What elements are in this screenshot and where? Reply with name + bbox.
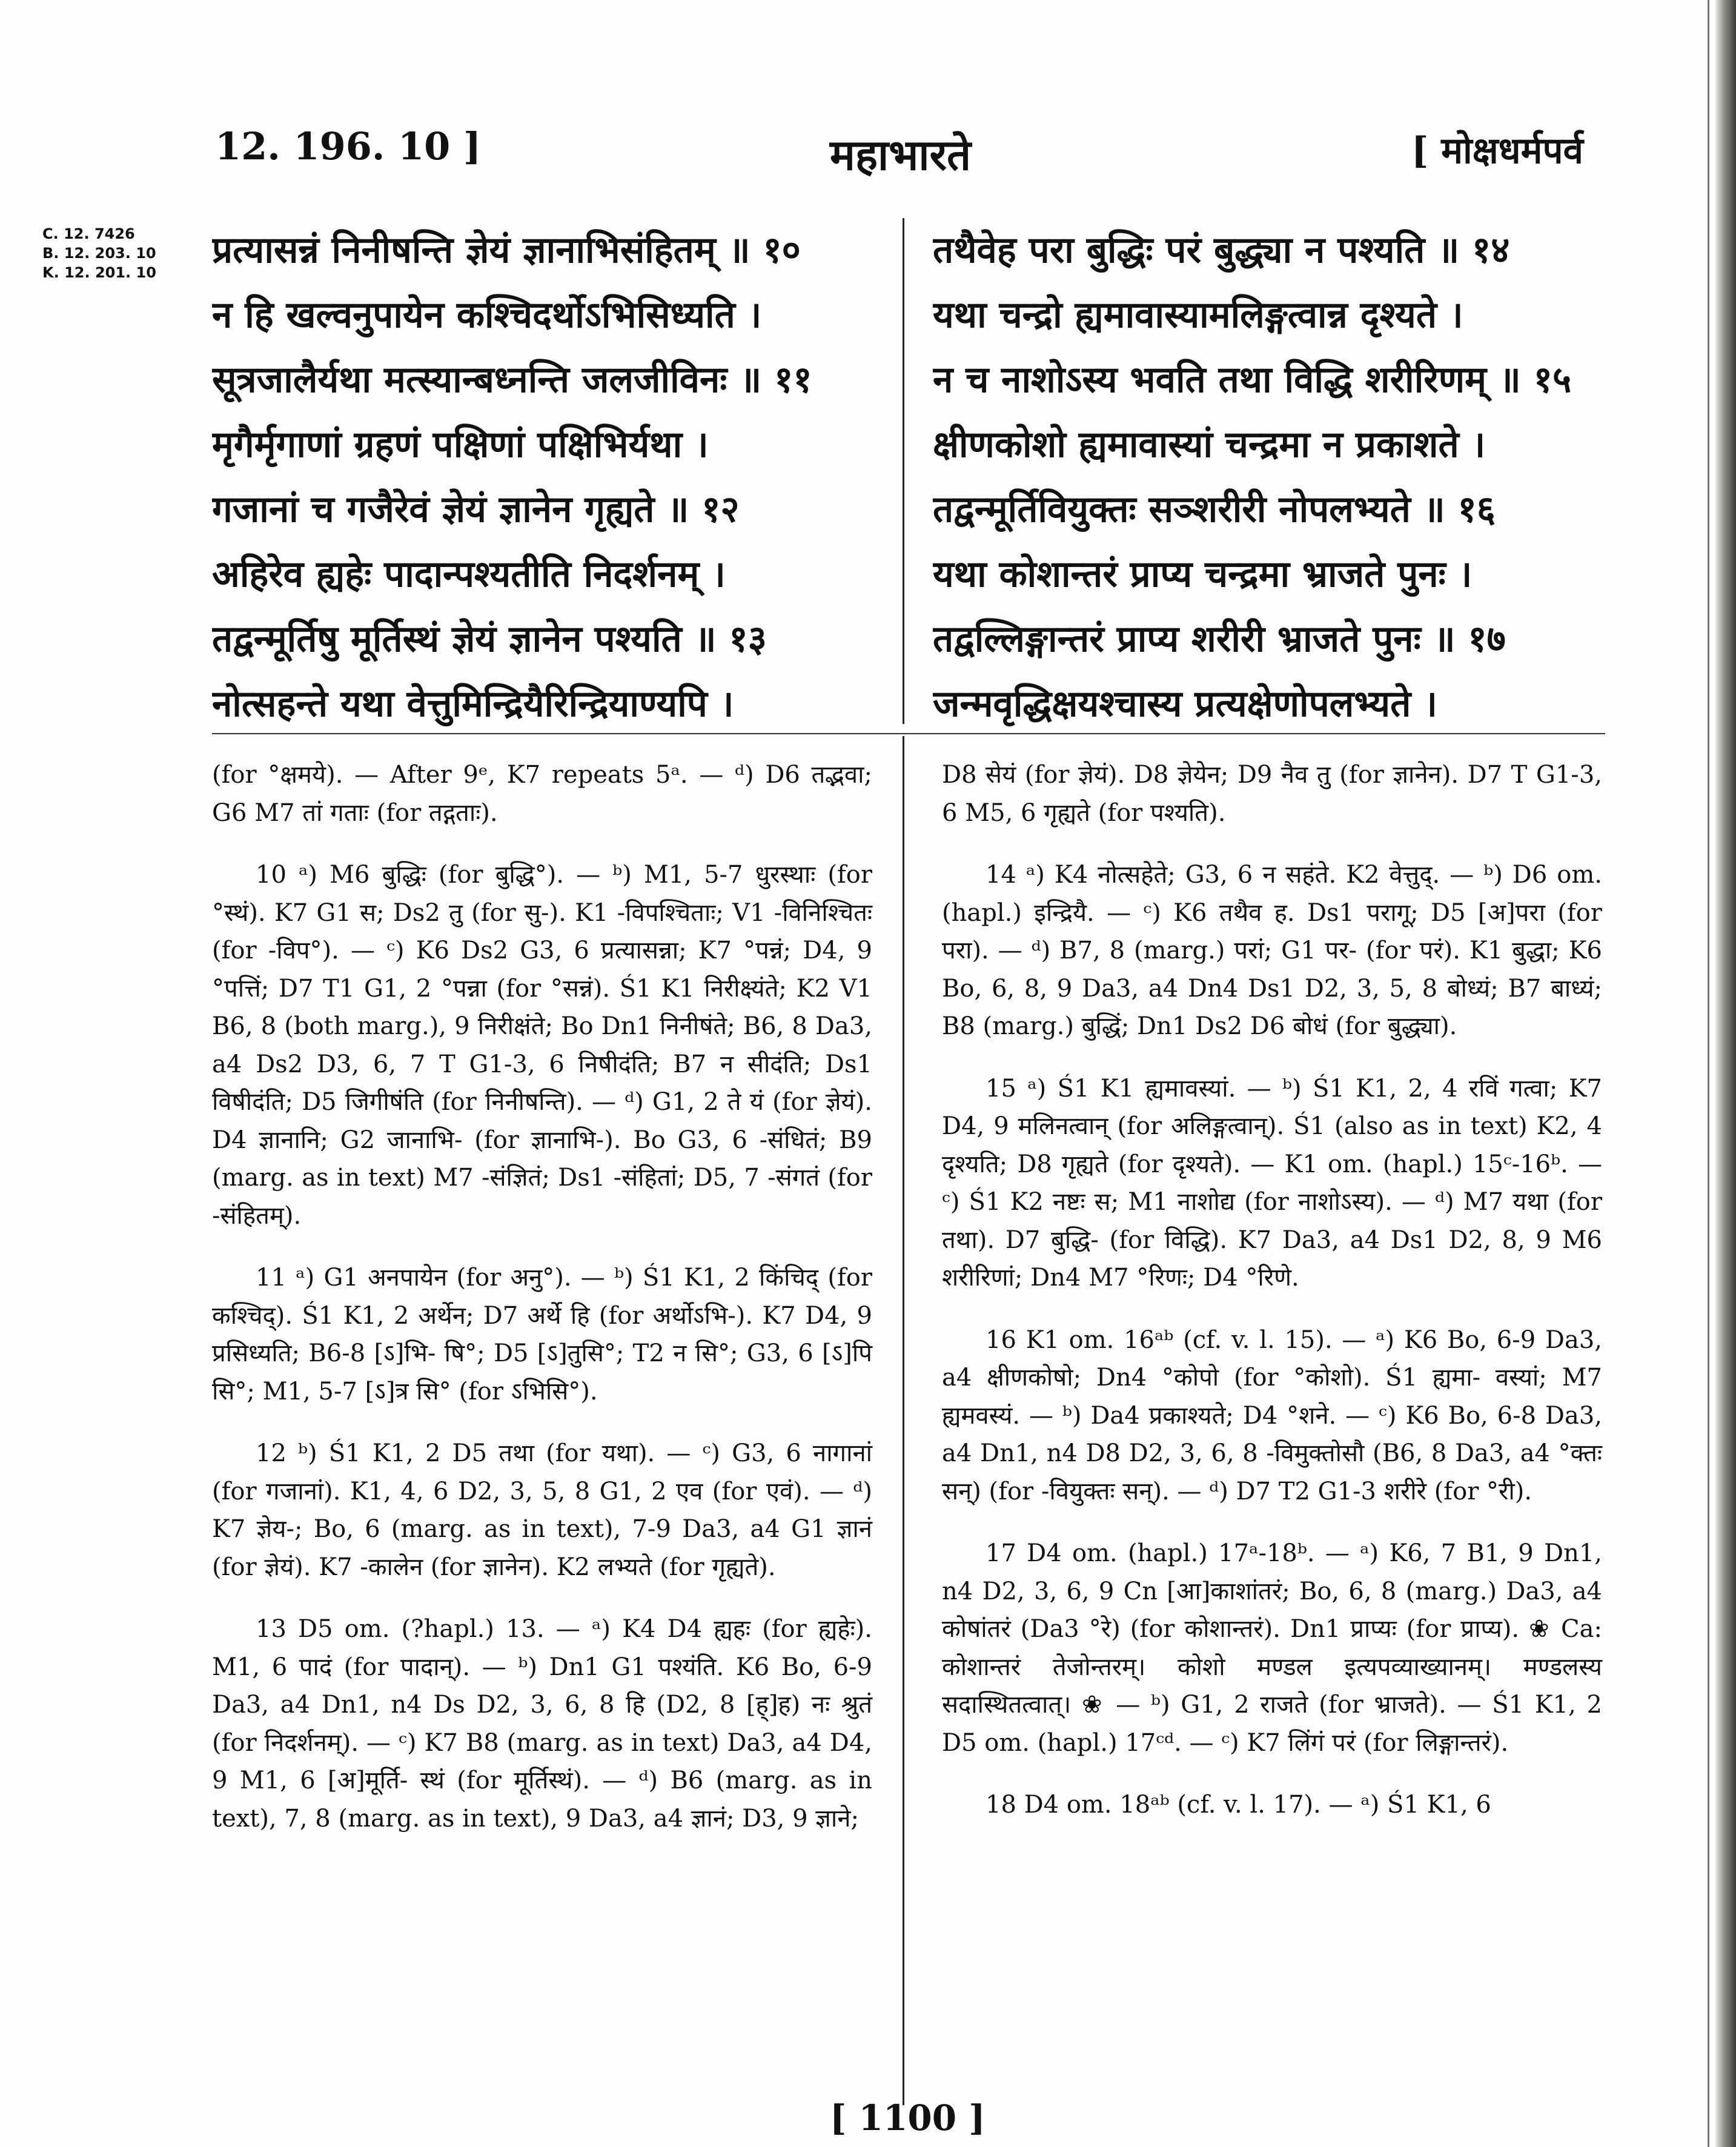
apparatus-note: (for °क्षमये). — After 9ᵉ, K7 repeats 5ᵃ. — ᵈ) D6 तद्भवा; G6 M7 तां गताः (for तद्गताः). — [212, 761, 872, 827]
apparatus-column-divider — [903, 736, 904, 2105]
verse-line: गजानां च गजैरेवं ज्ञेयं ज्ञानेन गृह्यते ॥ १२ — [212, 488, 740, 531]
apparatus-note: 10 ᵃ) M6 बुद्धिः (for बुद्धि°). — ᵇ) M1, 5-7 धुरस्थाः (for °स्थं). K7 G1 स; Ds2 तु (for सु-). K1 -विपश्चिताः; V1 -विनिश्चितः (for -विप°). — ᶜ) K6 Ds2 G3, 6 प्रत्यासन्ना; K7 °पन्नं; D4, 9 °पत्तिं; D7 T1 G1, 2 °पन्ना (for °सन्नं). Ś1 K1 निरीक्ष्यंते; K2 V1 B6, 8 (both marg.), 9 निरीक्षंते; Bo Dn1 निनीषंते; B6, 8 Da3, a4 Ds2 D3, 6, 7 T G1-3, 6 निषीदंति; B7 न सीदंति; Ds1 विषीदंति; D5 जिगीषंति (for निनीषन्ति). — ᵈ) G1, 2 ते यं (for ज्ञेयं). D4 ज्ञानानि; G2 जानाभि- (for ज्ञानाभि-). Bo G3, 6 -संधितं; B9 (marg. as in text) M7 -संज्ञितं; Ds1 -संहितां; D5, 7 -संगतं (for -संहितम्). — [212, 861, 872, 1230]
running-title: महाभारते — [830, 130, 972, 180]
verse-line: अहिरेव ह्यहेः पादान्पश्यतीति निदर्शनम् । — [212, 553, 726, 596]
concordance-ref: B. 12. 203. 10 — [42, 245, 156, 262]
apparatus-separator — [212, 733, 1605, 734]
verse-line: तद्वन्मूर्तिषु मूर्तिस्थं ज्ञेयं ज्ञानेन पश्यति ॥ १३ — [212, 618, 767, 660]
page-edge-line — [1708, 0, 1709, 2147]
apparatus-note: 18 D4 om. 18ᵃᵇ (cf. v. l. 17). — ᵃ) Ś1 K1, 6 — [986, 1791, 1491, 1819]
book-spine-shadow — [1715, 0, 1736, 2147]
concordance-ref: K. 12. 201. 10 — [42, 264, 156, 281]
apparatus-note: 16 K1 om. 16ᵃᵇ (cf. v. l. 15). — ᵃ) K6 Bo, 6-9 Da3, a4 क्षीणकोषो; Dn4 °कोपो (for °कोशो). Ś1 ह्यमा- वस्यां; M7 ह्यमवस्यं. — ᵇ) Da4 प्रकाश्यते; D4 °शने. — ᶜ) K6 Bo, 6-8 Da3, a4 Dn1, n4 D8 D2, 3, 6, 8 -विमुक्तोसौ (B6, 8 Da3, a4 °क्तः सन्) (for -वियुक्तः सन्). — ᵈ) D7 T2 G1-3 शरीरे (for °री). — [942, 1326, 1602, 1505]
concordance-ref: C. 12. 7426 — [42, 225, 135, 242]
verse-line: यथा कोशान्तरं प्राप्य चन्द्रमा भ्राजते पुनः । — [933, 553, 1473, 596]
critical-apparatus-left — [212, 756, 872, 1862]
verse-line: प्रत्यासन्नं निनीषन्ति ज्ञेयं ज्ञानाभिसंहितम् ॥ १० — [212, 229, 801, 271]
apparatus-note: 17 D4 om. (hapl.) 17ᵃ-18ᵇ. — ᵃ) K6, 7 B1, 9 Dn1, n4 D2, 3, 6, 9 Cn [आ]काशांतरं; Bo, 6, 8 (marg.) Da3, a4 कोषांतरं (Da3 °रे) (for कोशान्तरं). Dn1 प्राप्यः (for प्राप्य). ❀ Ca: कोशान्तरं तेजोन्तरम्। कोशो मण्डल इत्यपव्याख्यानम्। मण्डलस्य सदास्थितत्वात्। ❀ — ᵇ) G1, 2 राजते (for भ्राजते). — Ś1 K1, 2 D5 om. (hapl.) 17ᶜᵈ. — ᶜ) K7 लिंगं परं (for लिङ्गान्तरं). — [942, 1539, 1602, 1757]
parvan-title: [ मोक्षधर्मपर्व — [1411, 130, 1583, 172]
apparatus-note: D8 सेयं (for ज्ञेयं). D8 ज्ञेयेन; D9 नैव तु (for ज्ञानेन). D7 T G1-3, 6 M5, 6 गृह्यते (for पश्यति). — [942, 761, 1602, 827]
verse-line: न हि खल्वनुपायेन कश्चिदर्थोऽभिसिध्यति । — [212, 294, 762, 336]
verse-line: नोत्सहन्ते यथा वेत्तुमिन्द्रियैरिन्द्रियाण्यपि । — [212, 683, 734, 725]
verse-column-divider — [903, 218, 904, 724]
critical-apparatus-right — [942, 756, 1602, 1848]
verse-line: क्षीणकोशो ह्यमावास्यां चन्द्रमा न प्रकाशते । — [933, 423, 1486, 466]
verse-line: न च नाशोऽस्य भवति तथा विद्धि शरीरिणम् ॥ १५ — [933, 359, 1572, 401]
verse-line: मृगैर्मृगाणां ग्रहणं पक्षिणां पक्षिभिर्यथा । — [212, 423, 709, 466]
verse-line: सूत्रजालैर्यथा मत्स्यान्बध्नन्ति जलजीविनः ॥ ११ — [212, 359, 812, 401]
page-number: [ 1100 ] — [830, 2097, 986, 2139]
verse-column-right — [933, 218, 1605, 737]
apparatus-note: 13 D5 om. (?hapl.) 13. — ᵃ) K4 D4 ह्यहः (for ह्यहेः). M1, 6 पादं (for पादान्). — ᵇ) Dn1 G1 पश्यंति. K6 Bo, 6-9 Da3, a4 Dn1, n4 Ds D2, 3, 6, 8 हि (D2, 8 [ह्]ह) नः श्रुतं (for निदर्शनम्). — ᶜ) K7 B8 (marg. as in text) Da3, a4 D4, 9 M1, 6 [अ]मूर्ति- स्थं (for मूर्तिस्थं). — ᵈ) B6 (marg. as in text), 7, 8 (marg. as in text), 9 Da3, a4 ज्ञानं; D3, 9 ज्ञाने; — [212, 1615, 872, 1833]
verse-line: तथैवेह परा बुद्धिः परं बुद्ध्या न पश्यति ॥ १४ — [933, 229, 1510, 271]
verse-line: जन्मवृद्धिक्षयश्चास्य प्रत्यक्षेणोपलभ्यते । — [933, 683, 1437, 725]
verse-column-left — [212, 218, 884, 737]
apparatus-note: 15 ᵃ) Ś1 K1 ह्यमावस्यां. — ᵇ) Ś1 K1, 2, 4 रविं गत्वा; K7 D4, 9 मलिनत्वान् (for अलिङ्गत्वान्). Ś1 (also as in text) K2, 4 दृश्यति; D8 गृह्यते (for दृश्यते). — K1 om. (hapl.) 15ᶜ-16ᵇ. — ᶜ) Ś1 K2 नष्टः स; M1 नाशोद्य (for नाशोऽस्य). — ᵈ) M7 यथा (for तथा). D7 बुद्धि- (for विद्धि). K7 Da3, a4 Ds1 D2, 8, 9 M6 शरीरिणां; Dn4 M7 °रिणः; D4 °रिणे. — [942, 1074, 1602, 1292]
concordance-references — [42, 224, 156, 282]
verse-line: तद्वन्मूर्तिवियुक्तः सञ्शरीरी नोपलभ्यते ॥ १६ — [933, 488, 1496, 531]
apparatus-note: 14 ᵃ) K4 नोत्सहेते; G3, 6 न सहंते. K2 वेत्तुद्. — ᵇ) D6 om. (hapl.) इन्द्रियै. — ᶜ) K6 तथैव ह. Ds1 परागू; D5 [अ]परा (for परा). — ᵈ) B7, 8 (marg.) परां; G1 पर- (for परं). K1 बुद्धा; K6 Bo, 6, 8, 9 Da3, a4 Dn4 Ds1 D2, 3, 5, 8 बोध्यं; B7 बाध्यं; B8 (marg.) बुद्धिं; Dn1 Ds2 D6 बोधं (for बुद्ध्या). — [942, 861, 1602, 1040]
verse-line: तद्वल्लिङ्गान्तरं प्राप्य शरीरी भ्राजते पुनः ॥ १७ — [933, 618, 1506, 660]
running-reference: 12. 196. 10 ] — [215, 124, 482, 168]
apparatus-note: 11 ᵃ) G1 अनपायेन (for अनु°). — ᵇ) Ś1 K1, 2 किंचिद् (for कश्चिद्). Ś1 K1, 2 अर्थेन; D7 अर्थे हि (for अर्थोऽभि-). K7 D4, 9 प्रसिध्यति; B6-8 [ऽ]भि- षि°; D5 [ऽ]तुसि°; T2 न सि°; G3, 6 [ऽ]पि सि°; M1, 5-7 [ऽ]त्र सि° (for ऽभिसि°). — [212, 1264, 872, 1405]
verse-line: यथा चन्द्रो ह्यमावास्यामलिङ्गत्वान्न दृश्यते । — [933, 294, 1463, 336]
apparatus-note: 12 ᵇ) Ś1 K1, 2 D5 तथा (for यथा). — ᶜ) G3, 6 नागानां (for गजानां). K1, 4, 6 D2, 3, 5, 8 G1, 2 एव (for एवं). — ᵈ) K7 ज्ञेय-; Bo, 6 (marg. as in text), 7-9 Da3, a4 G1 ज्ञानं (for ज्ञेयं). K7 -कालेन (for ज्ञानेन). K2 लभ्यते (for गृह्यते). — [212, 1439, 872, 1581]
